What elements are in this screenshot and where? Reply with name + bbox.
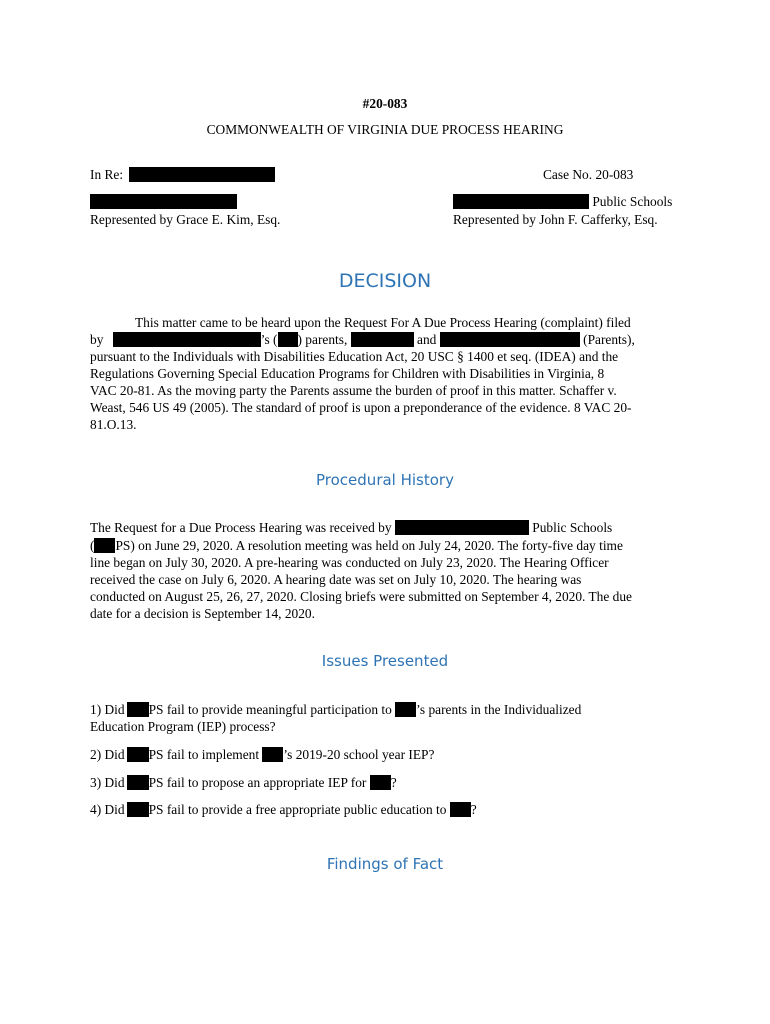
text-span: PS fail to propose an appropriate IEP for bbox=[148, 775, 367, 790]
redacted-division-initials bbox=[127, 702, 149, 717]
text-span: ’s 2019-20 school year IEP? bbox=[283, 747, 435, 762]
issue-item-continued: Education Program (IEP) process? bbox=[90, 719, 276, 734]
case-number: Case No. 20-083 bbox=[543, 167, 634, 182]
text-span: ) parents, bbox=[297, 332, 348, 347]
respondent-suffix: Public Schools bbox=[592, 194, 673, 209]
redacted-student-initials bbox=[395, 702, 416, 717]
decision-paragraph-line: Regulations Governing Special Education Programs for Children with Disabilities in Virginia, 8 bbox=[90, 366, 605, 381]
text-span: PS fail to implement bbox=[148, 747, 260, 762]
document-court-title: COMMONWEALTH OF VIRGINIA DUE PROCESS HEARING bbox=[206, 122, 564, 137]
redacted-division-initials bbox=[127, 747, 149, 762]
procedural-paragraph-line: line began on July 30, 2020. A pre-hearing was conducted on July 23, 2020. The Hearing Officer bbox=[90, 555, 609, 570]
decision-paragraph-line: pursuant to the Individuals with Disabilities Education Act, 20 USC § 1400 et seq. (IDEA) and the bbox=[90, 349, 619, 364]
text-span: The Request for a Due Process Hearing was received by bbox=[90, 520, 392, 535]
decision-paragraph-line bbox=[90, 331, 635, 348]
issue-item bbox=[90, 701, 581, 718]
in-re-label: In Re: bbox=[90, 167, 124, 182]
procedural-paragraph-line bbox=[90, 537, 623, 554]
left-counsel: Represented by Grace E. Kim, Esq. bbox=[90, 212, 281, 227]
redacted-student-initials bbox=[262, 747, 283, 762]
procedural-paragraph-line bbox=[90, 519, 612, 536]
decision-paragraph-line: 81.O.13. bbox=[90, 417, 137, 432]
issue-item bbox=[90, 746, 434, 763]
text-span: PS fail to provide a free appropriate public education to bbox=[148, 802, 447, 817]
text-span: ’s ( bbox=[260, 332, 278, 347]
text-span: 2) Did bbox=[90, 747, 125, 762]
issue-item bbox=[90, 774, 397, 791]
redacted-student-name bbox=[129, 167, 275, 182]
text-span: 1) Did bbox=[90, 702, 125, 717]
text-span: ? bbox=[470, 802, 477, 817]
redacted-division-initials bbox=[94, 538, 115, 553]
text-span: 3) Did bbox=[90, 775, 125, 790]
text-span: ? bbox=[390, 775, 397, 790]
document-number: #20-083 bbox=[362, 96, 408, 111]
text-span: (Parents), bbox=[583, 332, 635, 347]
redacted-division-initials bbox=[127, 775, 149, 790]
redacted-parent-name bbox=[440, 332, 580, 347]
redacted-division-name bbox=[395, 520, 529, 535]
procedural-history-heading: Procedural History bbox=[316, 471, 454, 489]
issues-presented-heading: Issues Presented bbox=[321, 652, 449, 670]
in-re-line bbox=[90, 166, 275, 183]
redacted-party-left bbox=[90, 193, 237, 210]
redacted-block bbox=[90, 194, 237, 209]
text-span: by bbox=[90, 332, 104, 347]
text-span: and bbox=[417, 332, 437, 347]
decision-paragraph-line: Weast, 546 US 49 (2005). The standard of proof is upon a preponderance of the evidence. 8 VAC 20- bbox=[90, 400, 632, 415]
redacted-initials bbox=[278, 332, 298, 347]
text-span: 4) Did bbox=[90, 802, 125, 817]
redacted-student-name bbox=[113, 332, 261, 347]
redacted-division-name bbox=[453, 194, 589, 209]
decision-heading: DECISION bbox=[338, 270, 432, 292]
findings-of-fact-heading: Findings of Fact bbox=[326, 855, 444, 873]
redacted-student-initials bbox=[370, 775, 391, 790]
decision-paragraph-line: VAC 20-81. As the moving party the Parents assume the burden of proof in this matter. Schaffer v. bbox=[90, 383, 617, 398]
redacted-student-initials bbox=[450, 802, 471, 817]
right-counsel: Represented by John F. Cafferky, Esq. bbox=[453, 212, 658, 227]
issue-item bbox=[90, 801, 477, 818]
text-span: PS) on June 29, 2020. A resolution meeting was held on July 24, 2020. The forty-five day time bbox=[115, 538, 623, 553]
decision-paragraph-line: This matter came to be heard upon the Request For A Due Process Hearing (complaint) filed bbox=[135, 315, 631, 330]
procedural-paragraph-line: received the case on July 6, 2020. A hearing date was set on July 10, 2020. The hearing was bbox=[90, 572, 582, 587]
text-span: ( bbox=[90, 538, 95, 553]
text-span: PS fail to provide meaningful participation to bbox=[148, 702, 392, 717]
text-span: Public Schools bbox=[532, 520, 613, 535]
redacted-division-initials bbox=[127, 802, 149, 817]
respondent-line bbox=[453, 193, 672, 210]
redacted-parent-name bbox=[351, 332, 414, 347]
procedural-paragraph-line: date for a decision is September 14, 2020. bbox=[90, 606, 315, 621]
text-span: ’s parents in the Individualized bbox=[416, 702, 582, 717]
procedural-paragraph-line: conducted on August 25, 26, 27, 2020. Closing briefs were submitted on September 4, 2020. The due bbox=[90, 589, 632, 604]
